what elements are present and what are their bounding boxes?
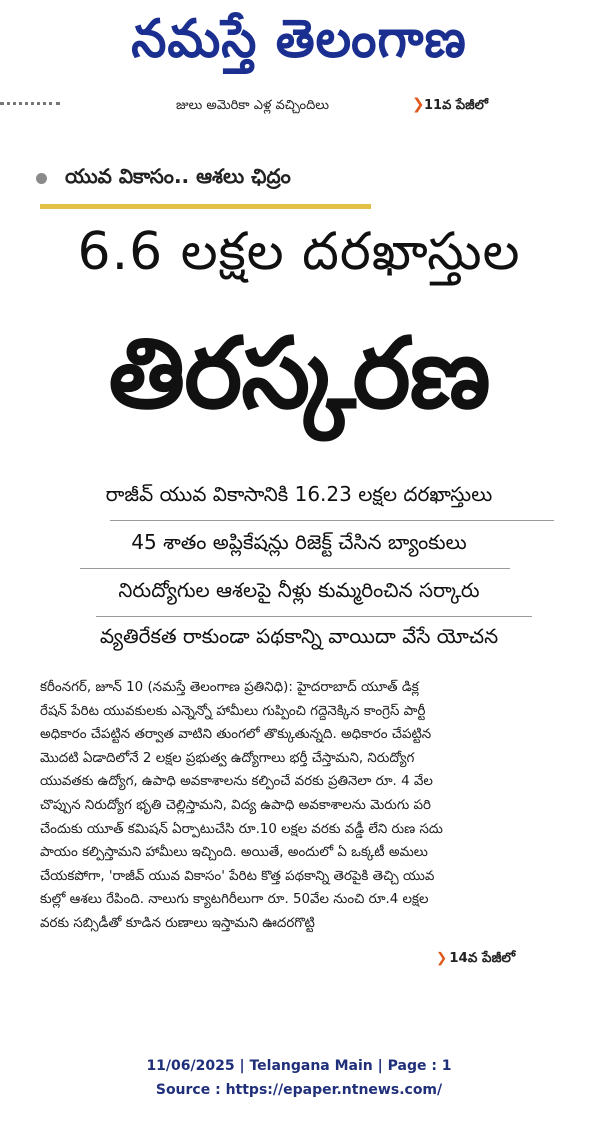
kicker-underline (40, 204, 371, 209)
continued-link[interactable] (436, 951, 515, 969)
teaser-text: జులు అమెరికా ఎళ్ల వచ్చిందిలు (176, 98, 330, 113)
top-teaser-strip (0, 96, 598, 120)
footer-source-line: Source : https://epaper.ntnews.com/ (155, 1082, 443, 1098)
chevron-right-icon: ❯ (436, 951, 448, 966)
body-line: చేయకపోగా, 'రాజీవ్ యువ వికాసం' పేరిట కొత్త పథకాన్ని తెరపైకి తెచ్చి యువ (40, 868, 435, 884)
kicker: యువ వికాసం.. ఆశలు ఛిద్రం (65, 163, 291, 188)
deck-line: 45 శాతం అప్లికేషన్లు రిజెక్ట్ చేసిన బ్యాంకులు (131, 530, 467, 554)
article-body (40, 676, 562, 936)
divider (96, 616, 532, 617)
teaser-page-ref: 11వ పేజీలో (424, 98, 488, 113)
divider (110, 520, 554, 521)
headline-line-2: తిరస్కరణ (108, 317, 490, 431)
deck-line: రాజీవ్ యువ వికాసానికి 16.23 లక్షల దరఖాస్తులు (105, 482, 493, 506)
body-line: రేషన్ పేరిట యువకులకు ఎన్నెన్నో హామీలు గుప్పించి గద్దెనెక్కిన కాంగ్రెస్ పార్టీ (40, 703, 426, 719)
body-line: అధికారం చేపట్టిన తర్వాత వాటిని తుంగలో తొక్కుతున్నది. అధికారం చేపట్టిన (40, 727, 432, 743)
body-line: కుల్లో ఆశలు రేపింది. నాలుగు క్యాటగిరీలుగా రూ. 50వేల నుంచి రూ.4 లక్షల (40, 892, 429, 908)
kicker-row (34, 160, 291, 196)
body-line: పాయం కల్పిస్తామని హామీలు ఇచ్చింది. అయితే, అందులో ఏ ఒక్కటీ అమలు (40, 845, 428, 861)
divider (80, 568, 510, 569)
deck-line: వ్యతిరేకత రాకుండా పథకాన్ని వాయిదా వేసే యోచన (99, 624, 499, 648)
bullet-icon (36, 173, 47, 184)
footer-date-line: 11/06/2025 | Telangana Main | Page : 1 (146, 1058, 452, 1074)
deck-line: నిరుద్యోగుల ఆశలపై నీళ్లు కుమ్మరించిన సర్కారు (118, 578, 480, 602)
body-line: చేందుకు యూత్ కమిషన్ ఏర్పాటుచేసి రూ.10 లక్షల వరకు వడ్డీ లేని రుణ సదు (40, 821, 443, 837)
body-line: వరకు సబ్సిడీతో కూడిన రుణాలు ఇస్తామని ఊదరగొట్టి (40, 915, 315, 931)
headline-line-1: 6.6 లక్షల దరఖాస్తుల (77, 222, 521, 282)
body-line: చొప్పున నిరుద్యోగ భృతి చెల్లిస్తామని, విద్య ఉపాధి అవకాశాలను మెరుగు పరి (40, 797, 431, 813)
arrow-icon: ❯ (412, 95, 425, 113)
divider (0, 102, 60, 109)
masthead-title: నమస్తే తెలంగాణ (131, 7, 467, 70)
body-line: మొదటి ఏడాదిలోనే 2 లక్షల ప్రభుత్వ ఉద్యోగాలు భర్తీ చేస్తామని, నిరుద్యోగ (40, 750, 415, 766)
continued-label: 14వ పేజీలో (449, 951, 516, 966)
body-line: కరీంనగర్, జూన్ 10 (నమస్తే తెలంగాణ ప్రతినిధి): హైదరాబాద్ యూత్ డిక్ల (40, 680, 419, 695)
body-line: యువతకు ఉద్యోగ, ఉపాధి అవకాశాలను కల్పించే వరకు ప్రతినెలా రూ. 4 వేల (40, 774, 433, 790)
masthead (0, 0, 598, 90)
